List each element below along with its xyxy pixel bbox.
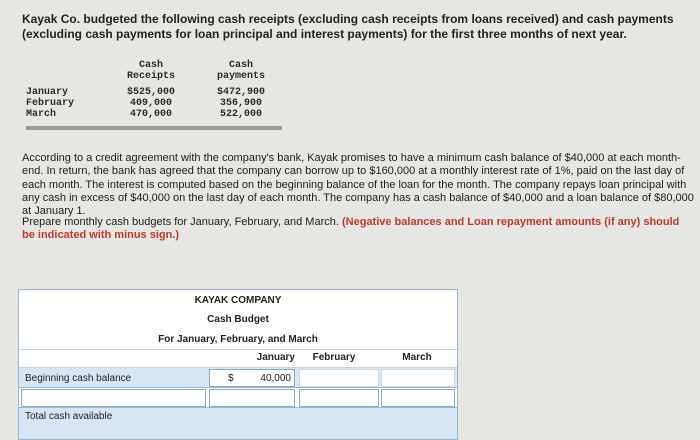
receipts-payments-table — [26, 61, 282, 125]
table-bottom-rule — [26, 126, 282, 130]
row-receipts-february: 409,000 — [129, 98, 172, 109]
jan-row2-input[interactable] — [209, 389, 295, 407]
payments-header-line1: Cash — [228, 60, 253, 71]
row-receipts-march: 470,000 — [129, 109, 172, 120]
budget-period: For January, February, and March — [158, 334, 318, 345]
problem-intro: Kayak Co. budgeted the following cash receipts (excluding cash receipts from loans received) and cash payments (excluding cash payments for loan principal and interest payments) for the first three months of next year. — [22, 12, 674, 41]
feb-beginning-cash-input[interactable] — [299, 369, 379, 387]
cash-budget-form — [18, 289, 458, 440]
instructions-note: (Negative balances and Loan repayment amounts (if any) should be indicated with minus sign.) — [22, 216, 680, 242]
label-beginning-cash: Beginning cash balance — [25, 373, 132, 384]
mar-beginning-cash-input[interactable] — [381, 369, 455, 387]
row2-label-input[interactable] — [21, 389, 206, 407]
feb-row2-input[interactable] — [299, 389, 379, 407]
currency-symbol: $ — [228, 373, 234, 384]
jan-beginning-cash-input[interactable] — [209, 369, 295, 387]
payments-header-line2: payments — [216, 70, 265, 82]
jan-beginning-cash-value: 40,000 — [260, 373, 291, 384]
budget-title: Cash Budget — [207, 314, 269, 325]
receipts-header-line2: Receipts — [126, 70, 175, 82]
receipts-header-line1: Cash — [138, 60, 163, 71]
instructions — [22, 216, 694, 243]
row-payments-march: 522,000 — [219, 109, 262, 120]
row-payments-february: 356,900 — [219, 98, 262, 109]
payments-header — [200, 61, 282, 82]
mar-row2-input[interactable] — [381, 389, 455, 407]
credit-agreement-text: According to a credit agreement with the company's bank, Kayak promises to have a minimum cash balance of $40,000 at each month-end. In return, the bank has agreed that the company can borrow up to $160,000 at a monthly interest rate of 1%, paid on the last day of each month. The interest is computed based on the beginning balance of the loan for the month. The company repays loan principal with any cash in excess of $40,000 on the last day of each month. The company has a cash balance of $40,000 and a loan balance of $80,000 at January 1. — [22, 152, 694, 218]
row-payments-january: $472,900 — [216, 87, 265, 98]
budget-company: KAYAK COMPANY — [194, 295, 282, 306]
col-header-february: February — [312, 352, 356, 363]
col-header-january: January — [256, 352, 295, 363]
row-month-march: March — [26, 109, 57, 120]
row-month-january: January — [26, 87, 69, 98]
receipts-header — [110, 61, 192, 82]
col-header-march: March — [402, 352, 432, 363]
row-receipts-january: $525,000 — [126, 87, 175, 98]
instructions-text: Prepare monthly cash budgets for January, February, and March. — [22, 216, 339, 228]
row-month-february: February — [26, 98, 75, 109]
label-total-cash-available: Total cash available — [25, 411, 113, 422]
